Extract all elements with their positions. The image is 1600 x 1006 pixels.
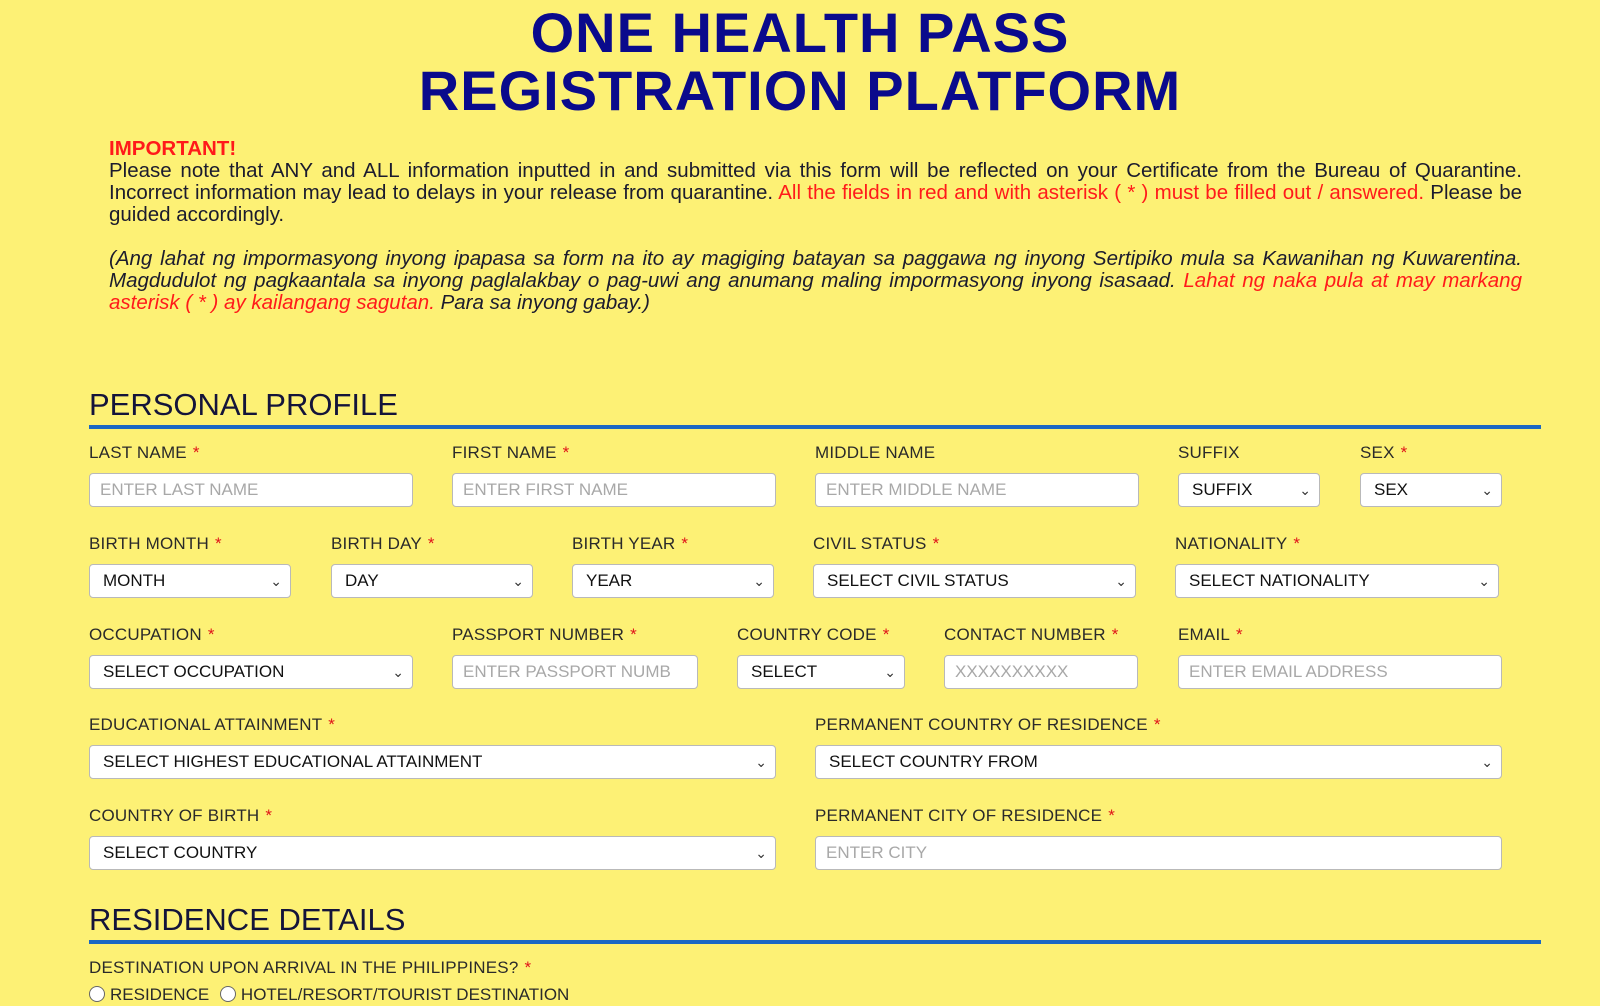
birth-month-field [89,534,291,598]
civil-status-value: SELECT CIVIL STATUS [827,571,1009,590]
permanent-city-input[interactable]: ENTER CITY [815,836,1502,870]
middle-name-label: MIDDLE NAME [815,443,936,462]
chevron-down-icon: ⌄ [1299,482,1311,498]
sex-label: SEX [1360,443,1395,462]
chevron-down-icon: ⌄ [1481,482,1493,498]
birth-month-value: MONTH [103,571,166,590]
notice-tagalog-text: (Ang lahat ng impormasyong inyong ipapasa sa form na ito ay magiging batayan sa paggawa ng inyong Sertipiko mula sa Kawanihan ng Kuwarentina. Magdudulot ng pagkaantala sa inyong paglalakbay o pag-uwi ang anumang maling impormasyong inyong isasaad. [109,247,1522,292]
radio-residence[interactable] [89,985,209,1004]
birth-day-label: BIRTH DAY [331,534,422,553]
chevron-down-icon: ⌄ [884,664,896,680]
sex-field [1360,443,1502,507]
required-marker: * [265,806,273,825]
notice-english-required: All the fields in red and with asterisk ( * ) must be filled out / answered. [778,181,1425,204]
notice-english-tail: Please be guided accordingly. [109,181,1523,226]
sex-value: SEX [1374,480,1409,499]
birth-year-label: BIRTH YEAR [572,534,676,553]
permanent-country-label: PERMANENT COUNTRY OF RESIDENCE [815,715,1148,734]
suffix-field [1178,443,1320,507]
last-name-field [89,443,413,507]
radio-hotel-label: HOTEL/RESORT/TOURIST DESTINATION [240,985,570,1004]
required-marker: * [630,625,637,644]
chevron-down-icon: ⌄ [512,573,524,589]
notice-tagalog-tail: Para sa inyong gabay.) [434,291,650,314]
contact-number-field [944,625,1138,689]
chevron-down-icon: ⌄ [1115,573,1127,589]
first-name-input[interactable]: ENTER FIRST NAME [452,473,776,507]
required-marker: * [427,534,435,553]
required-marker: * [328,715,336,734]
country-code-select[interactable] [737,655,905,689]
occupation-value: SELECT OCCUPATION [103,662,285,681]
middle-name-input[interactable]: ENTER MIDDLE NAME [815,473,1139,507]
email-field [1178,625,1502,689]
occupation-field [89,625,413,689]
sex-select[interactable] [1360,473,1502,507]
notice-heading: IMPORTANT! [109,137,237,160]
chevron-down-icon: ⌄ [270,573,282,589]
nationality-value: SELECT NATIONALITY [1189,571,1370,590]
required-marker: * [932,534,940,553]
country-of-birth-value: SELECT COUNTRY [103,843,258,862]
required-marker: * [192,443,200,462]
destination-options [89,985,575,1005]
title-line-2: REGISTRATION PLATFORM [418,59,1182,122]
destination-field [89,958,789,978]
first-name-label: FIRST NAME [452,443,557,462]
notice-tagalog [109,248,1522,314]
required-marker: * [207,625,215,644]
radio-residence-label: RESIDENCE [110,985,210,1004]
last-name-label: LAST NAME [89,443,187,462]
required-marker: * [1236,625,1243,644]
birth-year-field [572,534,774,598]
chevron-down-icon: ⌄ [392,664,404,680]
suffix-select[interactable] [1178,473,1320,507]
occupation-select[interactable] [89,655,413,689]
chevron-down-icon: ⌄ [755,845,767,861]
birth-year-select[interactable] [572,564,774,598]
contact-number-label: CONTACT NUMBER [944,625,1106,644]
nationality-field [1175,534,1499,598]
passport-number-label: PASSPORT NUMBER [452,625,625,644]
first-name-field [452,443,776,507]
passport-number-field [452,625,698,689]
country-code-label: COUNTRY CODE [737,625,877,644]
nationality-select[interactable] [1175,564,1499,598]
suffix-label: SUFFIX [1178,443,1240,462]
required-marker: * [1400,443,1408,462]
notice-tagalog-required: Lahat ng naka pula at may markang asterisk ( * ) ay kailangang sagutan. [109,269,1522,314]
permanent-city-label: PERMANENT CITY OF RESIDENCE [815,806,1103,825]
required-marker: * [1108,806,1116,825]
email-input[interactable]: ENTER EMAIL ADDRESS [1178,655,1502,689]
chevron-down-icon: ⌄ [755,754,767,770]
occupation-label: OCCUPATION [89,625,202,644]
country-code-field [737,625,905,689]
nationality-label: NATIONALITY [1175,534,1288,553]
passport-number-input[interactable]: ENTER PASSPORT NUMB [452,655,698,689]
birth-day-field [331,534,533,598]
country-code-value: SELECT [751,662,818,681]
last-name-input[interactable]: ENTER LAST NAME [89,473,413,507]
destination-label: DESTINATION UPON ARRIVAL IN THE PHILIPPINES? [89,958,519,977]
required-marker: * [1293,534,1301,553]
educational-attainment-select[interactable] [89,745,776,779]
civil-status-field [813,534,1136,598]
country-of-birth-label: COUNTRY OF BIRTH [89,806,260,825]
permanent-country-select[interactable] [815,745,1502,779]
notice-english [109,160,1522,226]
required-marker: * [562,443,570,462]
country-of-birth-field [89,806,776,870]
birth-day-value: DAY [345,571,379,590]
email-label: EMAIL [1178,625,1231,644]
chevron-down-icon: ⌄ [1478,573,1490,589]
page-title [0,1,1600,122]
notice-english-text: Please note that ANY and ALL information inputted in and submitted via this form will be reflected on your Certificate from the Bureau of Quarantine. Incorrect information may lead to delays in your release from quarantine. [109,159,1522,204]
section-residence-details: RESIDENCE DETAILS [89,903,1541,944]
chevron-down-icon: ⌄ [1481,754,1493,770]
country-of-birth-select[interactable] [89,836,776,870]
required-marker: * [1153,715,1161,734]
suffix-value: SUFFIX [1192,480,1253,499]
permanent-city-field [815,806,1502,870]
required-marker: * [524,958,532,977]
permanent-country-value: SELECT COUNTRY FROM [829,752,1038,771]
required-marker: * [681,534,689,553]
required-marker: * [882,625,890,644]
permanent-country-field [815,715,1502,779]
chevron-down-icon: ⌄ [753,573,765,589]
radio-circle-icon[interactable] [220,986,236,1002]
important-notice [109,138,1522,314]
educational-attainment-label: EDUCATIONAL ATTAINMENT [89,715,323,734]
required-marker: * [1111,625,1119,644]
birth-month-label: BIRTH MONTH [89,534,209,553]
birth-month-select[interactable] [89,564,291,598]
contact-number-input[interactable]: XXXXXXXXXX [944,655,1138,689]
section-personal-profile: PERSONAL PROFILE [89,388,1541,429]
educational-attainment-field [89,715,776,779]
middle-name-field [815,443,1139,507]
title-line-1: ONE HEALTH PASS [530,1,1070,64]
civil-status-label: CIVIL STATUS [813,534,927,553]
birth-day-select[interactable] [331,564,533,598]
radio-hotel[interactable] [220,985,569,1004]
required-marker: * [214,534,222,553]
radio-circle-icon[interactable] [89,986,105,1002]
birth-year-value: YEAR [586,571,633,590]
educational-attainment-value: SELECT HIGHEST EDUCATIONAL ATTAINMENT [103,752,483,771]
civil-status-select[interactable] [813,564,1136,598]
